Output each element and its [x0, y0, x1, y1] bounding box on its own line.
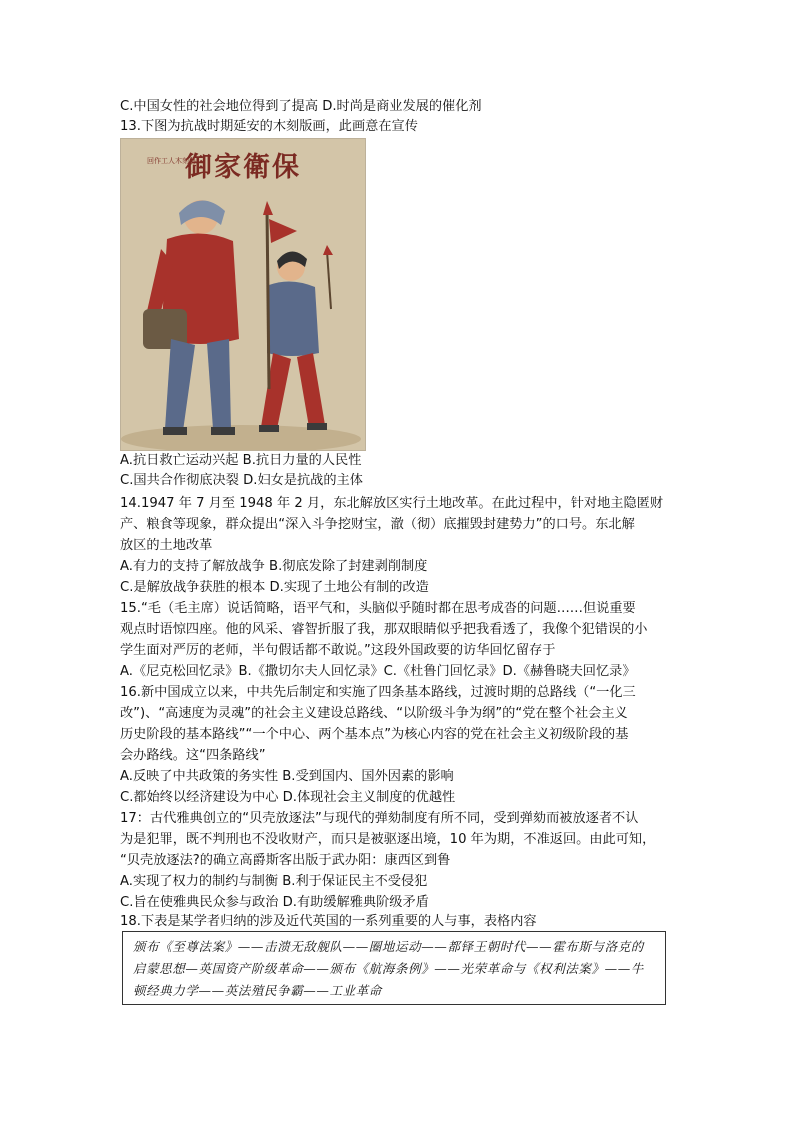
q15-options: A.《尼克松回忆录》B.《撒切尔夫人回忆录》C.《杜鲁门回忆录》D.《赫鲁晓夫回忆录》: [120, 664, 636, 679]
poster-subtitle: 回作工人木刻藝: [147, 157, 196, 165]
q18-events-table-text: 颁布《至尊法案》——击溃无敌舰队——圈地运动——都铎王朝时代——霍布斯与洛克的启蒙思想—英国资产阶级革命——颁布《航海条例》——光荣革命与《权利法案》——牛顿经典力学——英法殖民争霸——工业革命: [133, 939, 644, 998]
q16-stem-line-1: 16.新中国成立以来，中共先后制定和实施了四条基本路线，过渡时期的总路线（“一化三: [120, 685, 636, 700]
q15-stem-line-3: 学生面对严厉的老师，半句假话都不敢说。”这段外国政要的访华回忆留存于: [120, 643, 556, 658]
q14-stem-line-1: 14.1947 年 7 月至 1948 年 2 月，东北解放区实行土地改革。在此过程中，针对地主隐匿财: [120, 496, 664, 511]
q16-stem-line-2: 改”)、“高速度为灵魂”的社会主义建设总路线、“以阶级斗争为纲”的“党在整个社会主义: [120, 706, 628, 721]
q14-stem-line-2: 产、粮食等现象，群众提出“深入斗争挖财宝，澈（彻）底摧毁封建势力”的口号。东北解: [120, 517, 635, 532]
q13-options-cd: C.国共合作彻底决裂 D.妇女是抗战的主体: [120, 473, 363, 488]
q16-stem-line-4: 会办路线。这“四条路线”: [120, 748, 266, 763]
q18-stem: 18.下表是某学者归纳的涉及近代英国的一系列重要的人与事，表格内容: [120, 914, 537, 929]
q17-options-cd: C.旨在使雅典民众参与政治 D.有助缓解雅典阶级矛盾: [120, 895, 429, 910]
q14-options-ab: A.有力的支持了解放战争 B.彻底发除了封建剥削制度: [120, 559, 428, 574]
q18-events-table: [122, 931, 666, 1005]
q12-options-cd: C.中国女性的社会地位得到了提高 D.时尚是商业发展的催化剂: [120, 99, 482, 114]
q16-stem-line-3: 历史阶段的基本路线”“一个中心、两个基本点”为核心内容的党在社会主义初级阶段的基: [120, 727, 629, 742]
q14-stem-line-3: 放区的土地改革: [120, 538, 213, 553]
q15-stem-line-1: 15.“毛（毛主席）说话简略，语平气和，头脑似乎随时都在思考成沓的问题……但说重要: [120, 601, 636, 616]
woodcut-poster-image: [120, 138, 366, 451]
q17-stem-line-1: 17：古代雅典创立的“贝壳放逐法”与现代的弹劾制度有所不同，受到弹劾而被放逐者不认: [120, 811, 639, 826]
q13-options-ab: A.抗日救亡运动兴起 B.抗日力量的人民性: [120, 453, 362, 468]
q16-options-ab: A.反映了中共政策的务实性 B.受到国内、国外因素的影响: [120, 769, 454, 784]
q17-options-ab: A.实现了权力的制约与制衡 B.利于保证民主不受侵犯: [120, 874, 428, 889]
poster-title: 御家衛保: [185, 152, 301, 183]
q16-options-cd: C.都始终以经济建设为中心 D.体现社会主义制度的优越性: [120, 790, 456, 805]
woodcut-poster-illustration: [121, 139, 365, 450]
q14-options-cd: C.是解放战争获胜的根本 D.实现了土地公有制的改造: [120, 580, 429, 595]
q13-stem: 13.下图为抗战时期延安的木刻版画，此画意在宣传: [120, 119, 418, 134]
q17-stem-line-3: “贝壳放逐法?的确立高爵斯客出版于武办阳：康西区到鲁: [120, 853, 451, 868]
q15-stem-line-2: 观点时语惊四座。他的风采、睿智折服了我，那双眼睛似乎把我看透了，我像个犯错误的小: [120, 622, 648, 637]
q17-stem-line-2: 为是犯罪，既不判刑也不没收财产，而只是被驱逐出境，10 年为期，不准返回。由此可知，: [120, 832, 656, 847]
